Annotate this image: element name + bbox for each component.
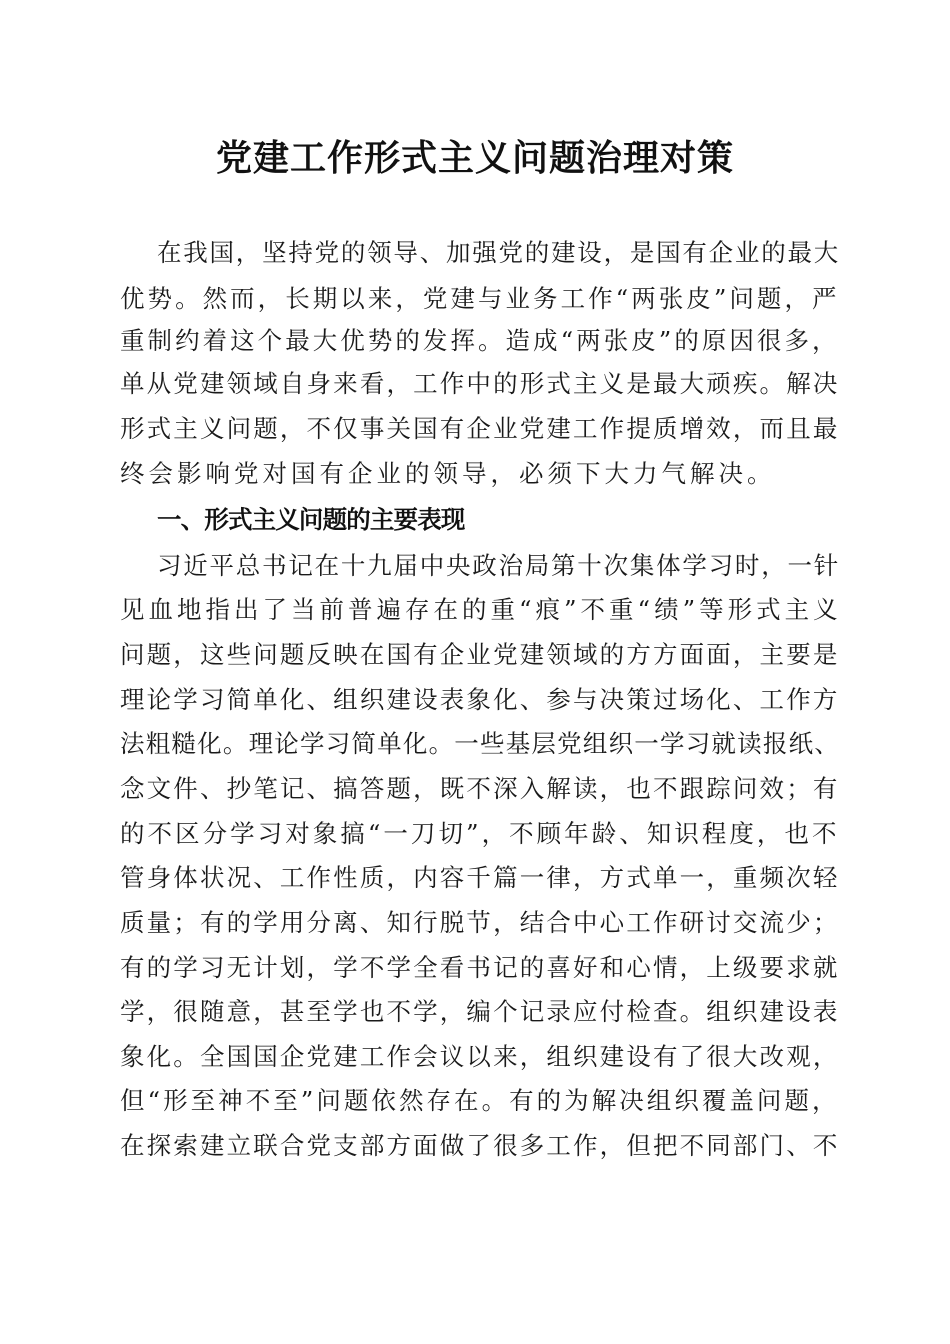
paragraph-line: 的不区分学习对象搞“一刀切”，不顾年龄、知识程度，也不 <box>120 819 840 848</box>
paragraph-line: 学，很随意，甚至学也不学，编个记录应付检查。组织建设表 <box>120 997 840 1026</box>
paragraph-line: 优势。然而，长期以来，党建与业务工作“两张皮”问题，严 <box>120 284 840 313</box>
paragraph-line: 象化。全国国企党建工作会议以来，组织建设有了很大改观， <box>120 1042 840 1071</box>
paragraph-line: 有的学习无计划，学不学全看书记的喜好和心情，上级要求就 <box>120 953 840 982</box>
section-heading: 一、形式主义问题的主要表现 <box>157 505 465 534</box>
paragraph-line: 法粗糙化。理论学习简单化。一些基层党组织一学习就读报纸、 <box>120 729 840 758</box>
paragraph-line: 管身体状况、工作性质，内容千篇一律，方式单一，重频次轻 <box>120 863 840 892</box>
paragraph-line: 理论学习简单化、组织建设表象化、参与决策过场化、工作方 <box>120 685 840 714</box>
document-title: 党建工作形式主义问题治理对策 <box>215 137 734 179</box>
paragraph-line: 单从党建领域自身来看，工作中的形式主义是最大顽疾。解决 <box>120 369 840 398</box>
paragraph-line: 但“形至神不至”问题依然存在。有的为解决组织覆盖问题， <box>120 1086 840 1115</box>
paragraph-line: 在我国，坚持党的领导、加强党的建设，是国有企业的最大 <box>157 238 840 267</box>
paragraph-line: 习近平总书记在十九届中央政治局第十次集体学习时，一针 <box>157 551 840 580</box>
paragraph-line: 问题，这些问题反映在国有企业党建领域的方方面面，主要是 <box>120 640 840 669</box>
paragraph-line: 在探索建立联合党支部方面做了很多工作，但把不同部门、不 <box>120 1131 840 1160</box>
paragraph-line: 形式主义问题，不仅事关国有企业党建工作提质增效，而且最 <box>120 414 840 443</box>
paragraph-line: 重制约着这个最大优势的发挥。造成“两张皮”的原因很多， <box>120 326 840 355</box>
paragraph-line: 见血地指出了当前普遍存在的重“痕”不重“绩”等形式主义 <box>120 595 842 624</box>
paragraph-line: 终会影响党对国有企业的领导，必须下大力气解决。 <box>120 459 776 488</box>
paragraph-line: 念文件、抄笔记、搞答题，既不深入解读，也不跟踪问效；有 <box>120 774 840 803</box>
paragraph-line: 质量；有的学用分离、知行脱节，结合中心工作研讨交流少； <box>120 908 840 937</box>
